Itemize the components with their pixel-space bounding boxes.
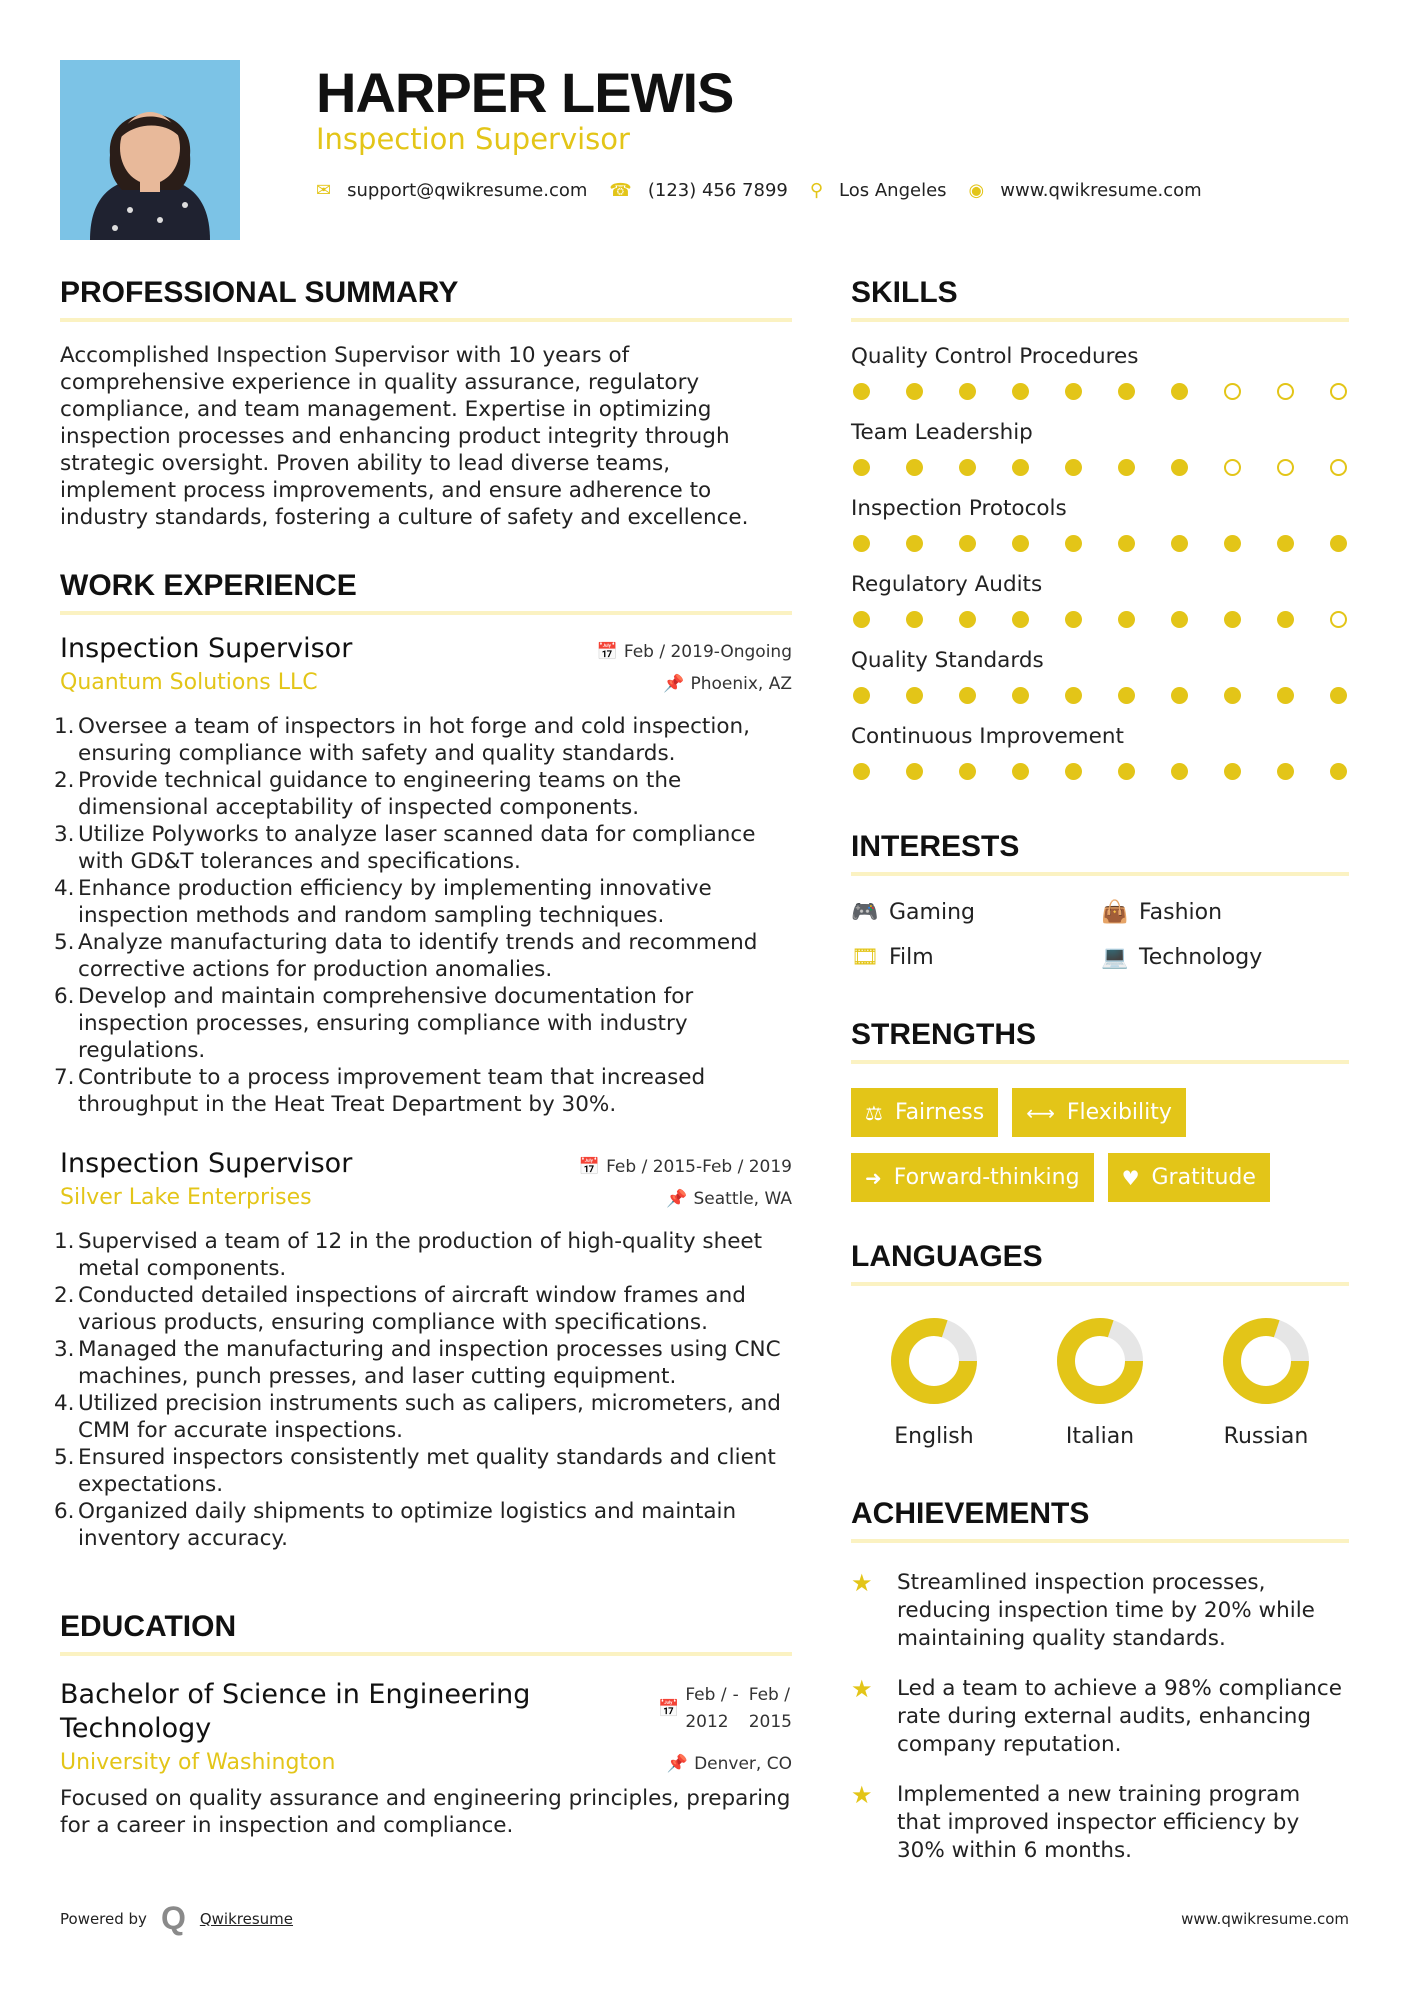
rating-dot: [853, 383, 870, 400]
rating-dot: [853, 535, 870, 552]
arrow-right-icon: ➜: [865, 1165, 882, 1190]
list-item: 6. Organized daily shipments to optimize logistics and maintain inventory accuracy.: [54, 1499, 737, 1551]
rating-dot: [906, 687, 923, 704]
rating-dot: [1330, 459, 1347, 476]
language-name: English: [894, 1424, 974, 1449]
rating-dot: [906, 535, 923, 552]
phone-icon: ☎: [609, 180, 632, 201]
rating-dot: [959, 459, 976, 476]
list-item: 7. Contribute to a process improvement team that increased throughput in the Heat Treat Department by 30%.: [54, 1065, 706, 1117]
interests-heading: INTERESTS: [851, 830, 1349, 876]
strength-tag: ⟷ Flexibility: [1012, 1088, 1186, 1137]
left-column: [54, 276, 792, 1839]
pin-icon: 📌: [666, 1189, 688, 1209]
achievements-heading: ACHIEVEMENTS: [851, 1497, 1349, 1543]
right-column: [851, 276, 1349, 1865]
rating-dot: [1118, 611, 1135, 628]
rating-dot: [1171, 611, 1188, 628]
language-donut: [1221, 1316, 1311, 1406]
summary-heading: PROFESSIONAL SUMMARY: [60, 276, 792, 322]
achievement-item: ★ Streamlined inspection processes, reducing inspection time by 20% while maintaining quality standards.: [851, 1569, 1315, 1651]
job-entry: [54, 633, 792, 1118]
job-role: Inspection Supervisor: [60, 1148, 353, 1179]
star-icon: ★: [851, 1781, 873, 1809]
rating-dot: [1277, 459, 1294, 476]
rating-dot: [906, 763, 923, 780]
rating-dot: [1065, 459, 1082, 476]
skill-name: Team Leadership: [851, 420, 1033, 445]
rating-dot: [1012, 383, 1029, 400]
skill-name: Regulatory Audits: [851, 572, 1043, 597]
balance-scale-icon: ⚖: [865, 1100, 883, 1125]
rating-dot: [1012, 459, 1029, 476]
skill-rating: [851, 535, 1349, 552]
language-item: [1183, 1316, 1349, 1449]
skill-rating: [851, 611, 1349, 628]
job-entry: [54, 1148, 792, 1552]
skill-rating: [851, 687, 1349, 704]
profile-photo: [60, 60, 240, 240]
brand-link[interactable]: Qwikresume: [199, 1909, 294, 1928]
achievements-list: [851, 1569, 1349, 1865]
list-item: 6. Develop and maintain comprehensive documentation for inspection processes, ensuring compliance with industry regulations.: [54, 984, 694, 1063]
rating-dot: [1330, 611, 1347, 628]
language-item: [851, 1316, 1017, 1449]
strength-tag: ♥ Gratitude: [1108, 1153, 1270, 1202]
rating-dot: [1118, 383, 1135, 400]
gamepad-icon: 🎮: [851, 900, 879, 925]
list-item: 4. Utilized precision instruments such as calipers, micrometers, and CMM for accurate inspections.: [54, 1391, 781, 1443]
degree-name: Bachelor of Science in Engineering Technology: [60, 1679, 531, 1744]
rating-dot: [1065, 763, 1082, 780]
strength-tags: [851, 1088, 1349, 1202]
rating-dot: [1171, 459, 1188, 476]
interest-item: 🎞 Film: [851, 945, 934, 970]
language-donut: [1055, 1316, 1145, 1406]
star-icon: ★: [851, 1569, 873, 1597]
job-duties: [54, 713, 792, 1118]
list-item: 3. Utilize Polyworks to analyze laser scanned data for compliance with GD&T tolerances and specifications.: [54, 822, 756, 874]
interest-item: 👜 Fashion: [1101, 900, 1223, 925]
job-location: Seattle, WA: [693, 1189, 792, 1209]
globe-icon: ◉: [968, 180, 985, 201]
school-location: Denver, CO: [694, 1754, 792, 1774]
skills-list: [851, 344, 1349, 780]
school-name: University of Washington: [60, 1750, 336, 1775]
interests-grid: [851, 900, 1349, 970]
rating-dot: [1330, 535, 1347, 552]
rating-dot: [853, 687, 870, 704]
rating-dot: [1277, 383, 1294, 400]
rating-dot: [1224, 687, 1241, 704]
list-item: 5. Ensured inspectors consistently met quality standards and client expectations.: [54, 1445, 776, 1497]
education-heading: EDUCATION: [60, 1610, 792, 1656]
languages-heading: LANGUAGES: [851, 1240, 1349, 1286]
contact-location: Los Angeles: [839, 180, 947, 201]
heart-icon: ♥: [1121, 1165, 1140, 1190]
rating-dot: [959, 687, 976, 704]
rating-dot: [959, 763, 976, 780]
rating-dot: [1224, 611, 1241, 628]
rating-dot: [853, 459, 870, 476]
candidate-title: Inspection Supervisor: [316, 122, 630, 156]
language-item: [1017, 1316, 1183, 1449]
rating-dot: [1277, 611, 1294, 628]
rating-dot: [1012, 611, 1029, 628]
rating-dot: [1277, 535, 1294, 552]
rating-dot: [1330, 763, 1347, 780]
rating-dot: [1065, 687, 1082, 704]
qwikresume-logo-icon: Q: [160, 1900, 186, 1936]
rating-dot: [1012, 763, 1029, 780]
laptop-icon: 💻: [1101, 945, 1129, 970]
rating-dot: [1224, 459, 1241, 476]
experience-heading: WORK EXPERIENCE: [60, 569, 792, 615]
rating-dot: [1065, 611, 1082, 628]
footer-url[interactable]: www.qwikresume.com: [1181, 1909, 1349, 1928]
shopping-bag-icon: 👜: [1101, 900, 1129, 925]
job-duties: [54, 1228, 792, 1552]
language-name: Italian: [1065, 1424, 1135, 1449]
rating-dot: [959, 611, 976, 628]
rating-dot: [1012, 535, 1029, 552]
skills-heading: SKILLS: [851, 276, 1349, 322]
pin-icon: 📌: [666, 1754, 689, 1774]
rating-dot: [1171, 763, 1188, 780]
rating-dot: [1171, 687, 1188, 704]
interest-item: 🎮 Gaming: [851, 900, 975, 925]
contact-website[interactable]: www.qwikresume.com: [1000, 180, 1202, 201]
job-dates: Feb / 2019-Ongoing: [623, 642, 792, 662]
achievement-item: ★ Led a team to achieve a 98% compliance rate during external audits, enhancing company reputation.: [851, 1675, 1342, 1757]
strength-tag: ⚖ Fairness: [851, 1088, 998, 1137]
achievement-item: ★ Implemented a new training program that improved inspector efficiency by 30% within 6 months.: [851, 1781, 1301, 1863]
languages-list: [851, 1316, 1349, 1449]
envelope-icon: ✉: [316, 180, 332, 201]
rating-dot: [906, 611, 923, 628]
job-location: Phoenix, AZ: [690, 674, 792, 694]
footer: [60, 1900, 1349, 1937]
contact-phone[interactable]: (123) 456 7899: [647, 180, 788, 201]
rating-dot: [853, 763, 870, 780]
skill-name: Continuous Improvement: [851, 724, 1124, 749]
job-company: Quantum Solutions LLC: [60, 670, 318, 695]
skill-rating: [851, 459, 1349, 476]
rating-dot: [1012, 687, 1029, 704]
film-icon: 🎞: [851, 945, 879, 970]
rating-dot: [1330, 383, 1347, 400]
list-item: 2. Provide technical guidance to engineering teams on the dimensional acceptability of inspected components.: [54, 768, 682, 820]
list-item: 5. Analyze manufacturing data to identify trends and recommend corrective actions for production anomalies.: [54, 930, 758, 982]
skill-name: Quality Control Procedures: [851, 344, 1139, 369]
summary-text: Accomplished Inspection Supervisor with 10 years of comprehensive experience in quality assurance, regulatory compliance, and team management. Expertise in optimizing inspection processes and enhancing product integrity through strategic oversight. Proven ability to lead diverse teams, implement process improvements, and ensure adherence to industry standards, fostering a culture of safety and excellence.: [60, 343, 749, 530]
list-item: 3. Managed the manufacturing and inspection processes using CNC machines, punch presses, and laser cutting equipment.: [54, 1337, 781, 1389]
interest-item: 💻 Technology: [1101, 945, 1263, 970]
location-pin-icon: ⚲: [809, 180, 824, 201]
rating-dot: [1118, 687, 1135, 704]
portrait-image: [60, 60, 240, 240]
list-item: 1. Supervised a team of 12 in the production of high-quality sheet metal components.: [54, 1229, 763, 1281]
calendar-icon: 📅: [596, 642, 618, 662]
skill-name: Quality Standards: [851, 648, 1044, 673]
rating-dot: [1224, 383, 1241, 400]
rating-dot: [1330, 687, 1347, 704]
education-dates: 📅 Feb / 2012 - Feb / 2015: [658, 1682, 792, 1746]
list-item: 1. Oversee a team of inspectors in hot forge and cold inspection, ensuring compliance with safety and quality standards.: [54, 714, 750, 766]
contact-bar: [316, 180, 1224, 201]
rating-dot: [1118, 535, 1135, 552]
skill-rating: [851, 763, 1349, 780]
list-item: 2. Conducted detailed inspections of aircraft window frames and various products, ensuring compliance with specifications.: [54, 1283, 746, 1335]
pin-icon: 📌: [663, 674, 685, 694]
rating-dot: [906, 383, 923, 400]
rating-dot: [1171, 383, 1188, 400]
rating-dot: [853, 611, 870, 628]
rating-dot: [959, 535, 976, 552]
job-role: Inspection Supervisor: [60, 633, 353, 664]
job-dates: Feb / 2015-Feb / 2019: [606, 1157, 792, 1177]
rating-dot: [959, 383, 976, 400]
skill-name: Inspection Protocols: [851, 496, 1067, 521]
calendar-icon: 📅: [658, 1699, 680, 1719]
rating-dot: [1118, 763, 1135, 780]
rating-dot: [1065, 383, 1082, 400]
language-donut: [889, 1316, 979, 1406]
arrows-horizontal-icon: ⟷: [1026, 1100, 1055, 1125]
education-entry: [60, 1678, 792, 1746]
rating-dot: [1224, 763, 1241, 780]
rating-dot: [1065, 535, 1082, 552]
strength-tag: ➜ Forward-thinking: [851, 1153, 1094, 1202]
language-name: Russian: [1223, 1424, 1309, 1449]
powered-by-text: Powered by: [60, 1909, 147, 1928]
calendar-icon: 📅: [578, 1157, 601, 1177]
list-item: 4. Enhance production efficiency by implementing innovative inspection methods and random sampling techniques.: [54, 876, 712, 928]
education-text: Focused on quality assurance and engineering principles, preparing for a career in inspection and compliance.: [60, 1786, 791, 1838]
star-icon: ★: [851, 1675, 873, 1703]
skill-rating: [851, 383, 1349, 400]
strengths-heading: STRENGTHS: [851, 1018, 1349, 1064]
candidate-name: HARPER LEWIS: [316, 61, 734, 124]
job-company: Silver Lake Enterprises: [60, 1185, 312, 1210]
rating-dot: [1171, 535, 1188, 552]
rating-dot: [906, 459, 923, 476]
rating-dot: [1277, 763, 1294, 780]
contact-email[interactable]: support@qwikresume.com: [347, 180, 588, 201]
rating-dot: [1118, 459, 1135, 476]
rating-dot: [1224, 535, 1241, 552]
rating-dot: [1277, 687, 1294, 704]
